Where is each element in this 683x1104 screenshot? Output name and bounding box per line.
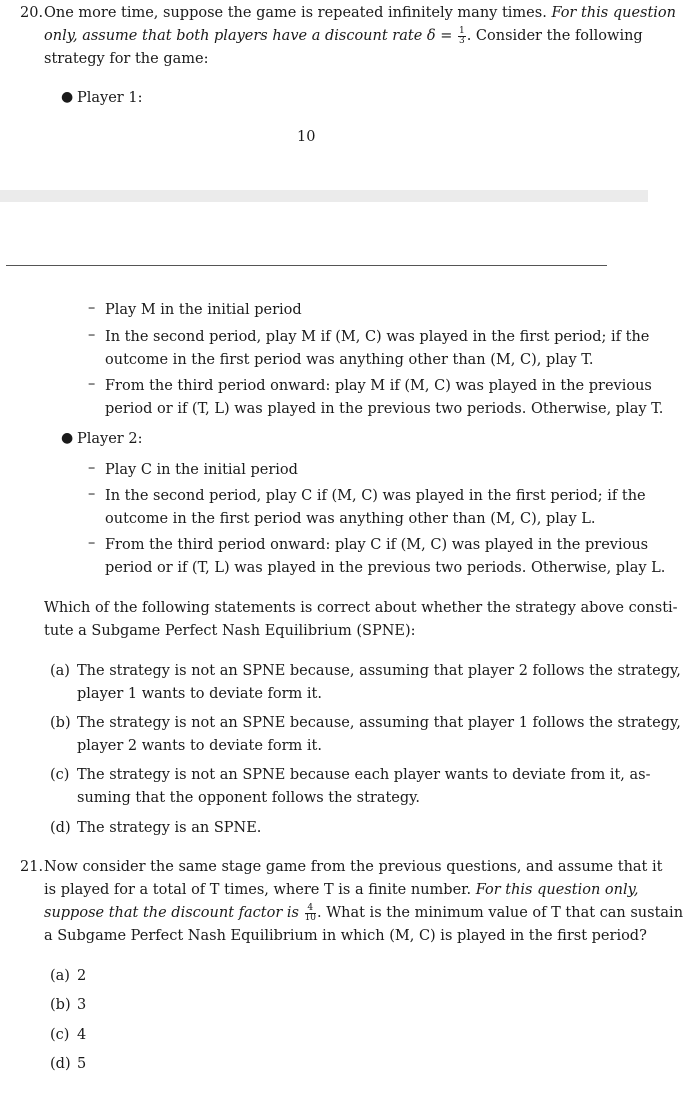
q20-option-c-line-2: suming that the opponent follows the strategy. [77, 790, 421, 806]
player2-item-2-line-1: In the second period, play C if (M, C) was played in the first period; if the [105, 488, 646, 504]
q21-line-3-italic: suppose that the discount factor is [44, 905, 299, 921]
q21-option-d-label[interactable]: (d) [50, 1056, 71, 1072]
q21-line-2-text: is played for a total of T times, where T is a finite number. [44, 882, 472, 898]
dash-icon: – [88, 376, 96, 392]
q21-line-4: a Subgame Perfect Nash Equilibrium in which (M, C) is played in the first period? [44, 928, 647, 944]
q20-intro-italic: For this question [551, 5, 677, 21]
q21-line-2-italic: For this question only, [475, 882, 639, 898]
player2-item-3-line-2: period or if (T, L) was played in the previous two periods. Otherwise, play L. [105, 560, 666, 576]
q21-option-d-value: 5 [77, 1056, 87, 1072]
player1-item-2-line-1: In the second period, play M if (M, C) was played in the first period; if the [105, 329, 650, 345]
q20-option-b-label[interactable]: (b) [50, 715, 71, 731]
q20-number: 20. [20, 5, 44, 21]
player1-item-3-line-1: From the third period onward: play M if (M, C) was played in the previous [105, 378, 652, 394]
player1-item-2-line-2: outcome in the first period was anything other than (M, C), play T. [105, 352, 594, 368]
q21-line-2 [44, 880, 638, 900]
q21-line-3-text: . What is the minimum value of T that can sustain [317, 905, 683, 921]
q21-factor-fraction [305, 904, 316, 923]
player2-item-1: Play C in the initial period [105, 462, 298, 478]
q20-intro-line-3: strategy for the game: [44, 51, 209, 67]
q20-option-b-line-2: player 2 wants to deviate form it. [77, 738, 322, 754]
q20-option-a-label[interactable]: (a) [50, 663, 70, 679]
player1-item-1: Play M in the initial period [105, 302, 302, 318]
q21-number: 21. [20, 859, 44, 875]
player1-label: Player 1: [77, 90, 143, 106]
player1-item-3-line-2: period or if (T, L) was played in the previous two periods. Otherwise, play T. [105, 401, 664, 417]
q20-delta-denominator: 3 [458, 35, 465, 46]
q20-option-d-label[interactable]: (d) [50, 820, 71, 836]
bullet-icon: ● [61, 430, 74, 446]
q20-option-c-line-1: The strategy is not an SPNE because each player wants to deviate from it, as- [77, 767, 651, 783]
player2-label: Player 2: [77, 431, 143, 447]
q20-option-a-line-2: player 1 wants to deviate form it. [77, 686, 322, 702]
q21-factor-denominator: 10 [304, 912, 317, 923]
q21-line-3 [44, 903, 683, 923]
q21-option-a-label[interactable]: (a) [50, 968, 70, 984]
q21-option-b-value: 3 [77, 997, 87, 1013]
q20-option-a-line-1: The strategy is not an SPNE because, assuming that player 2 follows the strategy, [77, 663, 681, 679]
q20-stem-line-2: tute a Subgame Perfect Nash Equilibrium (SPNE): [44, 623, 416, 639]
dash-icon: – [88, 535, 96, 551]
dash-icon: – [88, 486, 96, 502]
q20-delta-numerator: 1 [458, 25, 465, 36]
q20-option-b-line-1: The strategy is not an SPNE because, assuming that player 1 follows the strategy, [77, 715, 681, 731]
player2-item-3-line-1: From the third period onward: play C if (M, C) was played in the previous [105, 537, 649, 553]
q21-option-c-value: 4 [77, 1027, 87, 1043]
q21-option-b-label[interactable]: (b) [50, 997, 71, 1013]
page-break-gap [0, 190, 648, 202]
player2-item-2-line-2: outcome in the first period was anything other than (M, C), play L. [105, 511, 596, 527]
q21-option-c-label[interactable]: (c) [50, 1027, 70, 1043]
page-number: 10 [297, 129, 316, 145]
q20-intro-line-2 [44, 25, 643, 46]
q20-discount-text: only, assume that both players have a discount rate δ = [44, 28, 453, 44]
q20-delta-fraction [458, 27, 466, 46]
page-top-rule [6, 265, 607, 266]
bullet-icon: ● [61, 89, 74, 105]
q21-option-a-value: 2 [77, 968, 87, 984]
q21-factor-numerator: 4 [305, 904, 316, 914]
q20-intro-line-1 [44, 3, 677, 23]
dash-icon: – [88, 300, 96, 316]
q21-line-1: Now consider the same stage game from the previous questions, and assume that it [44, 859, 663, 875]
q20-intro-text: One more time, suppose the game is repeated infinitely many times. [44, 5, 547, 21]
q20-stem-line-1: Which of the following statements is correct about whether the strategy above consti- [44, 600, 678, 616]
q20-intro-cont: . Consider the following [466, 28, 643, 44]
dash-icon: – [88, 460, 96, 476]
q20-option-c-label[interactable]: (c) [50, 767, 70, 783]
q20-option-d-line-1: The strategy is an SPNE. [77, 820, 262, 836]
dash-icon: – [88, 327, 96, 343]
